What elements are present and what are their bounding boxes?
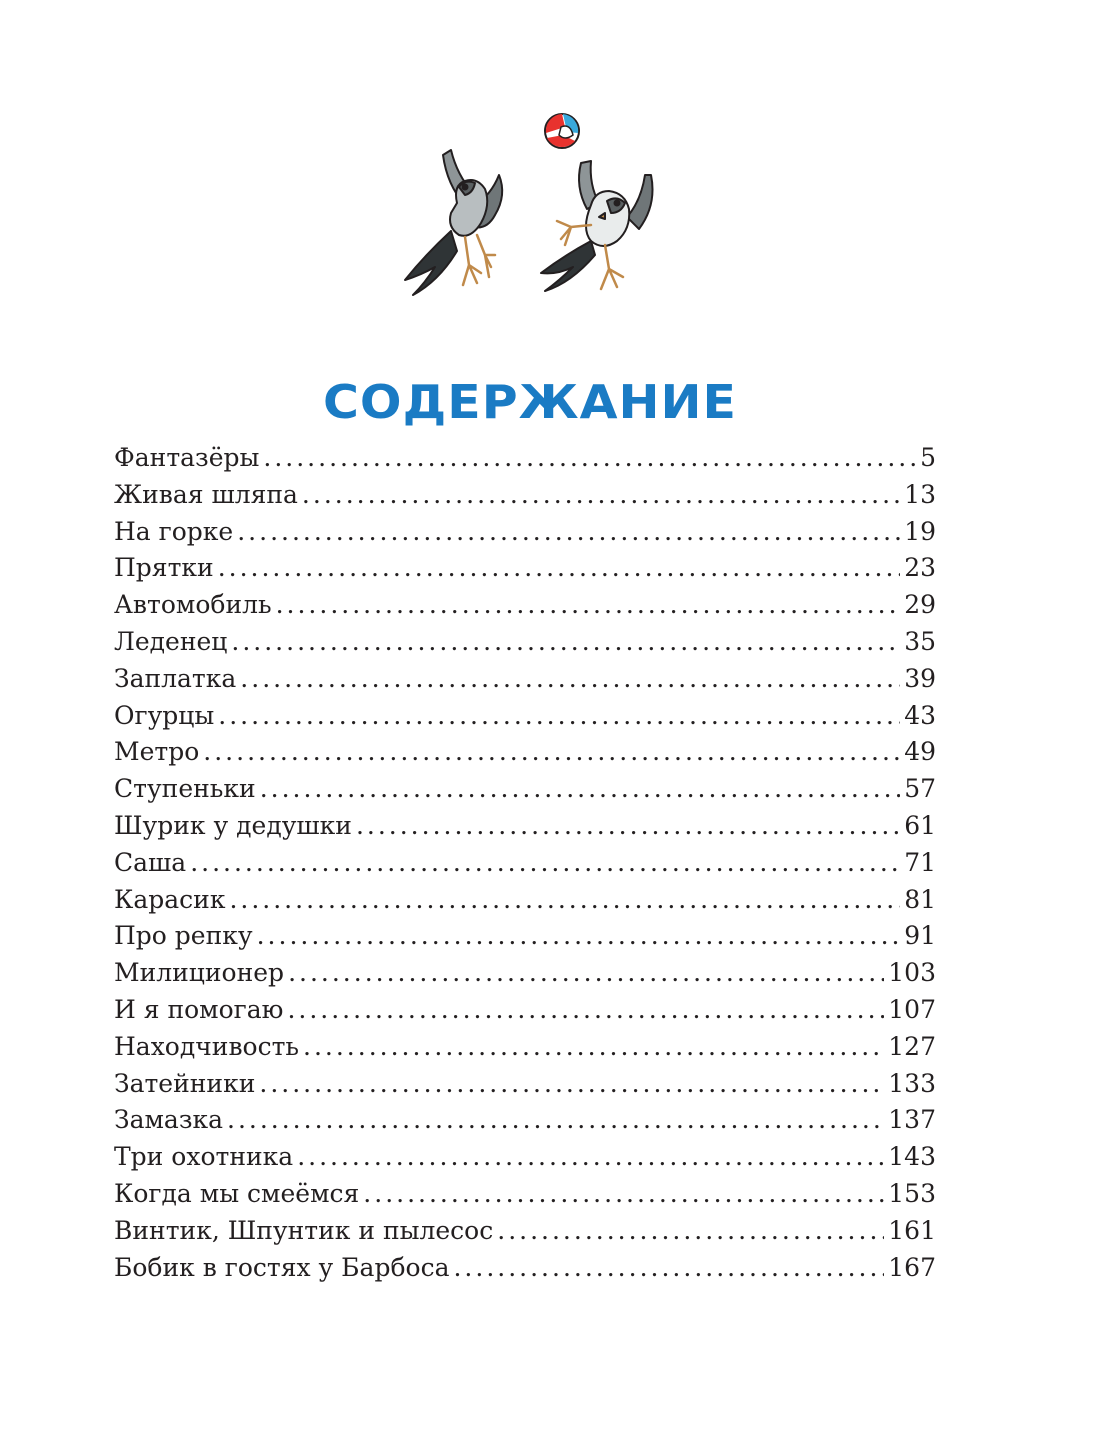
toc-entry-page: 137 [888, 1105, 936, 1135]
toc-entry-title: Находчивость [114, 1031, 300, 1061]
toc-entry-page: 43 [904, 700, 936, 730]
toc-leader-dots [453, 1250, 884, 1287]
toc-entry-title: Метро [114, 737, 200, 767]
toc-leader-dots [303, 1029, 884, 1066]
toc-entry-page: 19 [904, 516, 936, 546]
toc-entry-page: 127 [888, 1031, 936, 1061]
toc-entry [114, 1139, 936, 1176]
toc-entry [114, 661, 936, 698]
toc-entry-title: Леденец [114, 626, 228, 656]
toc-entry-page: 103 [888, 958, 936, 988]
toc-entry-title: Живая шляпа [114, 479, 298, 509]
toc-entry-page: 153 [888, 1178, 936, 1208]
toc-entry-page: 13 [904, 479, 936, 509]
toc-entry-title: Прятки [114, 553, 214, 583]
toc-leader-dots [497, 1213, 884, 1250]
toc-entry [114, 440, 936, 477]
toc-entry [114, 1250, 936, 1287]
toc-leader-dots [229, 882, 900, 919]
toc-entry-title: Бобик в гостях у Барбоса [114, 1252, 450, 1282]
toc-entry [114, 918, 936, 955]
toc-entry-page: 49 [904, 737, 936, 767]
toc-entry-page: 161 [888, 1215, 936, 1245]
toc-entry-title: Винтик, Шпунтик и пылесос [114, 1215, 494, 1245]
toc-entry [114, 1029, 936, 1066]
toc-leader-dots [302, 477, 900, 514]
toc-entry [114, 624, 936, 661]
table-of-contents [114, 440, 936, 1286]
right-sparrow-icon [541, 161, 653, 291]
toc-entry-page: 133 [888, 1068, 936, 1098]
toc-leader-dots [227, 1102, 884, 1139]
toc-entry [114, 845, 936, 882]
toc-entry-page: 107 [888, 994, 936, 1024]
toc-entry-page: 71 [904, 847, 936, 877]
left-sparrow-icon [405, 150, 502, 295]
toc-entry-page: 61 [904, 810, 936, 840]
toc-leader-dots [263, 440, 916, 477]
toc-leader-dots [287, 992, 884, 1029]
page-title: СОДЕРЖАНИЕ [322, 375, 738, 430]
toc-entry-title: Замазка [114, 1105, 223, 1135]
toc-entry-page: 5 [920, 443, 936, 472]
toc-leader-dots [240, 661, 900, 698]
sparrows-with-ball-icon [395, 105, 665, 305]
toc-entry-title: Три охотника [114, 1142, 294, 1172]
toc-entry [114, 477, 936, 514]
toc-entry-title: Заплатка [114, 663, 237, 693]
toc-entry-title: Когда мы смеёмся [114, 1178, 360, 1208]
toc-leader-dots [237, 514, 900, 551]
toc-leader-dots [276, 587, 901, 624]
toc-entry [114, 882, 936, 919]
toc-entry-title: Шурик у дедушки [114, 810, 352, 840]
toc-entry [114, 992, 936, 1029]
toc-entry [114, 771, 936, 808]
toc-entry [114, 955, 936, 992]
toc-leader-dots [260, 771, 901, 808]
toc-entry [114, 1176, 936, 1213]
toc-leader-dots [356, 808, 900, 845]
toc-entry-title: Затейники [114, 1068, 256, 1098]
toc-leader-dots [203, 734, 900, 771]
toc-entry-title: Автомобиль [114, 590, 272, 620]
toc-entry-page: 167 [888, 1252, 936, 1282]
toc-entry [114, 734, 936, 771]
toc-leader-dots [218, 698, 900, 735]
toc-entry-page: 23 [904, 553, 936, 583]
toc-entry-page: 29 [904, 590, 936, 620]
toc-entry-page: 81 [904, 884, 936, 914]
toc-entry [114, 808, 936, 845]
toc-leader-dots [190, 845, 900, 882]
toc-entry [114, 550, 936, 587]
toc-entry-page: 35 [904, 626, 936, 656]
toc-entry-title: Ступеньки [114, 774, 256, 804]
toc-entry-title: Фантазёры [114, 443, 260, 472]
toc-leader-dots [288, 955, 884, 992]
ball-icon [545, 114, 579, 148]
toc-entry-page: 39 [904, 663, 936, 693]
toc-entry-page: 91 [904, 921, 936, 951]
toc-entry-title: Саша [114, 847, 187, 877]
toc-leader-dots [297, 1139, 884, 1176]
toc-entry [114, 1066, 936, 1103]
toc-entry-page: 57 [904, 774, 936, 804]
toc-entry [114, 1102, 936, 1139]
toc-entry-title: Милиционер [114, 958, 285, 988]
toc-leader-dots [231, 624, 900, 661]
toc-entry-page: 143 [888, 1142, 936, 1172]
toc-entry-title: Про репку [114, 921, 253, 951]
toc-entry-title: И я помогаю [114, 994, 284, 1024]
toc-entry-title: Огурцы [114, 700, 215, 730]
toc-leader-dots [257, 918, 901, 955]
toc-leader-dots [363, 1176, 884, 1213]
toc-leader-dots [259, 1066, 884, 1103]
toc-entry-title: Карасик [114, 884, 226, 914]
toc-entry-title: На горке [114, 516, 234, 546]
toc-entry [114, 514, 936, 551]
toc-entry [114, 1213, 936, 1250]
toc-entry [114, 587, 936, 624]
toc-entry [114, 698, 936, 735]
toc-leader-dots [218, 550, 900, 587]
